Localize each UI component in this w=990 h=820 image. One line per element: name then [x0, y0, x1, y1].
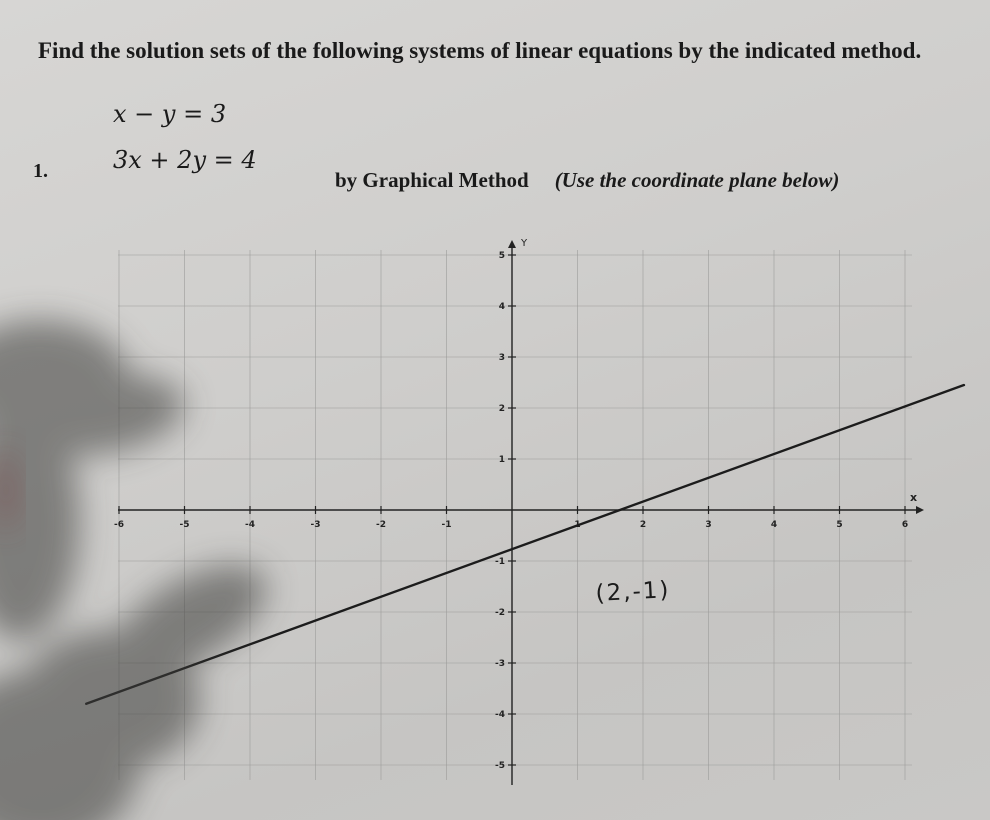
- drawn-solution-line: [86, 385, 964, 704]
- x-tick-label: 4: [770, 520, 778, 530]
- x-tick-label: -2: [376, 520, 386, 530]
- method-text: by Graphical Method: [335, 168, 529, 192]
- x-tick-label: -1: [441, 520, 452, 530]
- x-tick-label: 5: [836, 520, 843, 530]
- problem-number: 1.: [33, 160, 48, 182]
- x-tick-label: -4: [245, 520, 255, 530]
- y-tick-label: 2: [498, 404, 505, 414]
- equation-2: 3x + 2y = 4: [113, 146, 257, 174]
- y-tick-label: 4: [498, 302, 505, 312]
- x-tick-label: -6: [114, 520, 124, 530]
- x-tick-label: -3: [310, 520, 321, 530]
- y-axis-label: Y: [521, 238, 528, 249]
- instructions-text: Find the solution sets of the following systems of linear equations by the indicated method.: [38, 38, 922, 63]
- y-tick-label: -1: [495, 557, 505, 567]
- x-axis-arrow: [916, 506, 924, 514]
- grid-lines: [118, 250, 912, 780]
- method-note: (Use the coordinate plane below): [554, 168, 840, 192]
- axes: [118, 240, 924, 785]
- y-tick-label: -2: [495, 608, 505, 618]
- y-tick-label: -4: [495, 710, 505, 720]
- x-tick-label: -5: [179, 520, 190, 530]
- y-tick-label: 5: [498, 251, 505, 261]
- y-tick-label: 1: [498, 455, 505, 465]
- y-tick-label: 3: [498, 353, 505, 363]
- handwritten-answer: (2,-1): [594, 577, 672, 607]
- equation-1: x − y = 3: [113, 100, 227, 128]
- x-axis-label: x: [910, 491, 918, 504]
- x-tick-label: 6: [901, 520, 909, 530]
- y-axis-arrow: [508, 240, 516, 248]
- x-tick-label: 2: [639, 520, 647, 530]
- y-tick-label: -3: [495, 659, 505, 669]
- tick-labels: [114, 251, 908, 771]
- x-tick-label: 3: [705, 520, 712, 530]
- y-tick-label: -5: [495, 761, 505, 771]
